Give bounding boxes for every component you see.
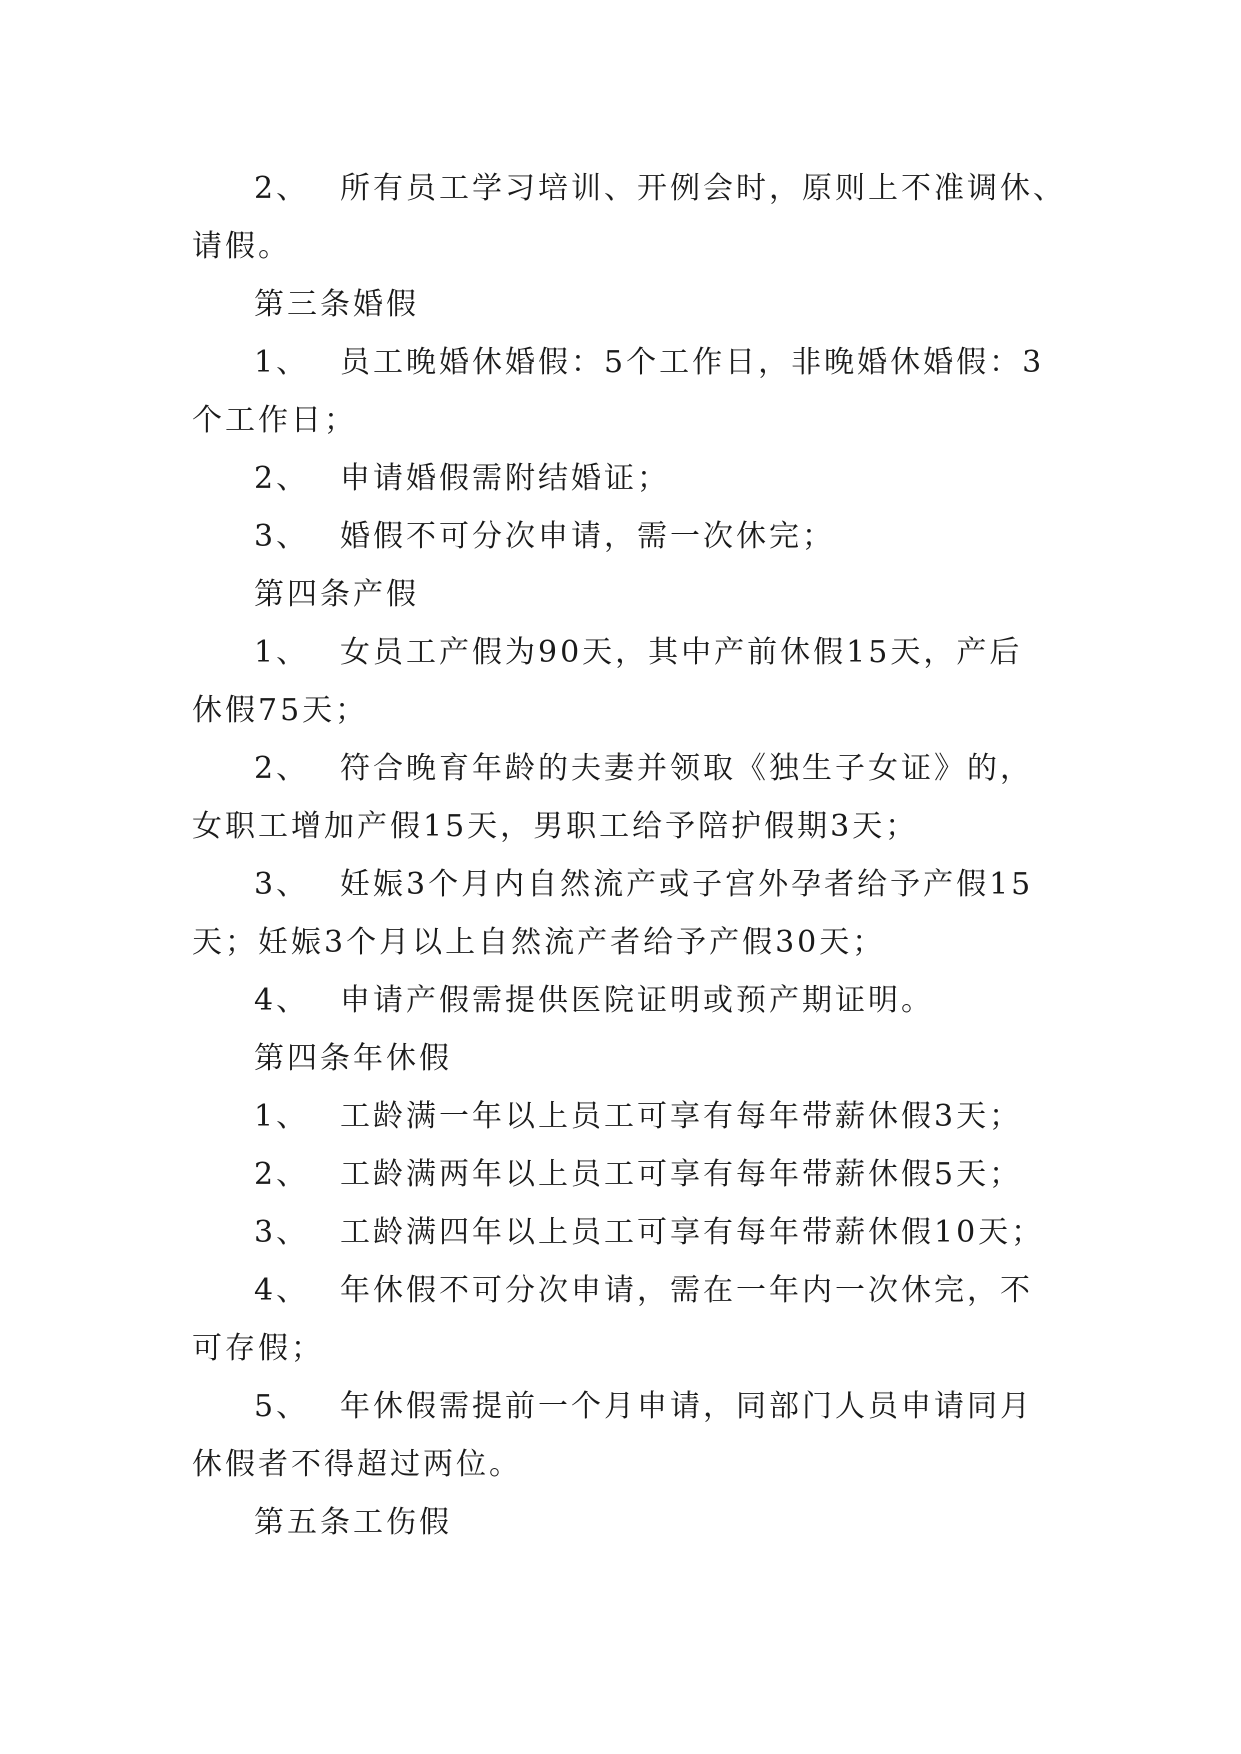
item-text: 天；妊娠3个月以上自然流产者给予产假30天； — [192, 925, 886, 960]
item-text: 婚假不可分次申请，需一次休完； — [340, 519, 835, 554]
item-text: 女员工产假为90天，其中产前休假15天，产后 — [340, 635, 1023, 670]
section-heading: 第三条婚假 — [254, 287, 419, 322]
item-text: 所有员工学习培训、开例会时，原则上不准调休、 — [340, 171, 1066, 206]
item-number: 3、 — [254, 867, 310, 902]
item-text: 申请产假需提供医院证明或预产期证明。 — [340, 983, 934, 1018]
paragraph-line — [192, 972, 1052, 1030]
paragraph-line — [192, 218, 1052, 276]
item-text: 妊娠3个月内自然流产或子宫外孕者给予产假15 — [340, 867, 1034, 902]
item-text: 工龄满一年以上员工可享有每年带薪休假3天； — [340, 1099, 1023, 1134]
item-number: 5、 — [254, 1389, 310, 1424]
paragraph-line — [192, 856, 1052, 914]
paragraph-line — [192, 740, 1052, 798]
item-text: 请假。 — [192, 229, 291, 264]
item-number: 2、 — [254, 751, 310, 786]
item-number: 1、 — [254, 345, 310, 380]
paragraph-line — [192, 798, 1052, 856]
item-text: 符合晚育年龄的夫妻并领取《独生子女证》的， — [340, 751, 1033, 786]
item-number: 3、 — [254, 519, 310, 554]
paragraph-line — [192, 1378, 1052, 1436]
item-number: 4、 — [254, 983, 310, 1018]
paragraph-line — [192, 624, 1052, 682]
document-body — [192, 160, 1066, 1552]
item-text: 休假75天； — [192, 693, 369, 728]
paragraph-line — [192, 1436, 1052, 1494]
item-number: 3、 — [254, 1215, 310, 1250]
paragraph-line — [192, 1146, 1052, 1204]
paragraph-line — [192, 334, 1052, 392]
item-text: 年休假需提前一个月申请，同部门人员申请同月 — [340, 1389, 1033, 1424]
paragraph-line — [192, 450, 1052, 508]
section-heading: 第四条年休假 — [254, 1041, 452, 1076]
section-heading: 第四条产假 — [254, 577, 419, 612]
item-text: 女职工增加产假15天，男职工给予陪护假期3天； — [192, 809, 919, 844]
item-number: 1、 — [254, 635, 310, 670]
item-text: 申请婚假需附结婚证； — [340, 461, 670, 496]
item-text: 年休假不可分次申请，需在一年内一次休完，不 — [340, 1273, 1033, 1308]
paragraph-line — [192, 1262, 1052, 1320]
item-number: 4、 — [254, 1273, 310, 1308]
paragraph-line — [192, 508, 1052, 566]
paragraph-line — [192, 392, 1052, 450]
item-text: 工龄满两年以上员工可享有每年带薪休假5天； — [340, 1157, 1023, 1192]
paragraph-line — [192, 1320, 1052, 1378]
item-number: 2、 — [254, 461, 310, 496]
paragraph-line — [192, 682, 1052, 740]
paragraph-line — [192, 160, 1066, 218]
item-number: 2、 — [254, 1157, 310, 1192]
item-text: 员工晚婚休婚假：5个工作日，非晚婚休婚假：3 — [340, 345, 1045, 380]
paragraph-line — [192, 914, 1052, 972]
paragraph-line — [192, 1204, 1052, 1262]
paragraph-line — [192, 1088, 1052, 1146]
item-text: 个工作日； — [192, 403, 357, 438]
section-heading: 第五条工伤假 — [254, 1505, 452, 1540]
item-text: 休假者不得超过两位。 — [192, 1447, 522, 1482]
item-number: 1、 — [254, 1099, 310, 1134]
item-text: 可存假； — [192, 1331, 324, 1366]
item-number: 2、 — [254, 171, 310, 206]
item-text: 工龄满四年以上员工可享有每年带薪休假10天； — [340, 1215, 1045, 1250]
